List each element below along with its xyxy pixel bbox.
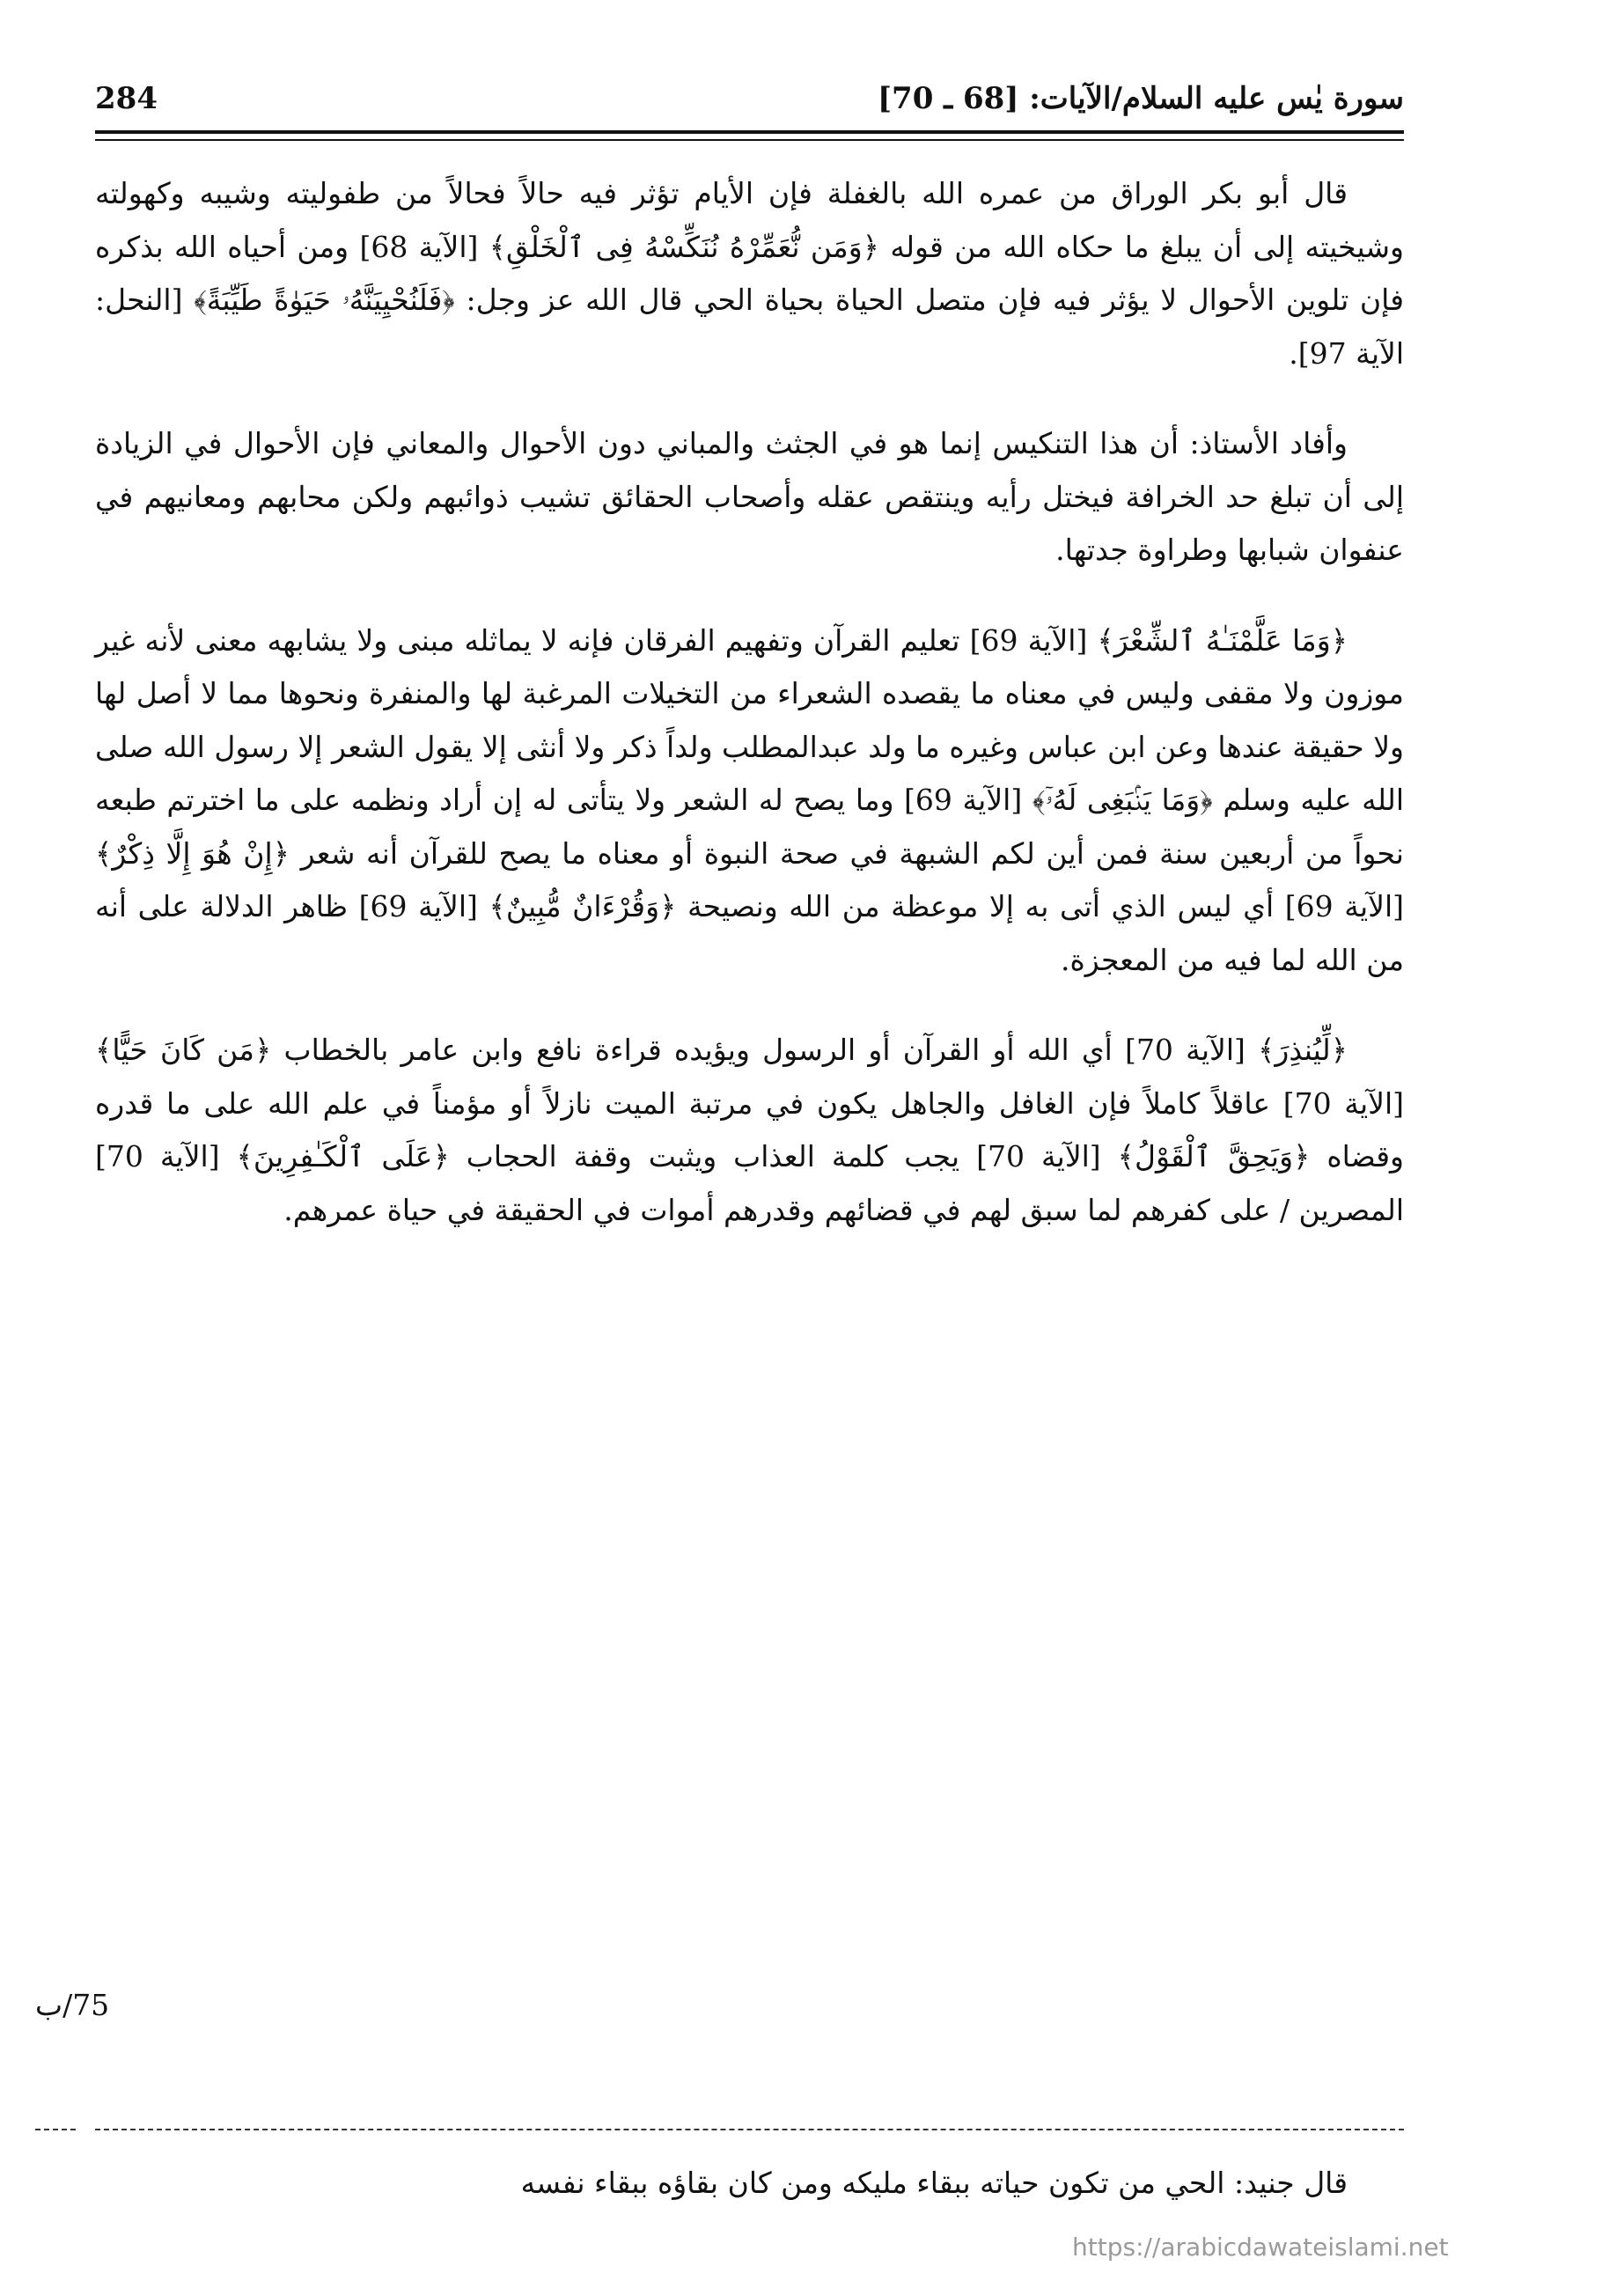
watermark-url: https://arabicdawateislami.net [1072, 2233, 1449, 2262]
header-rule-thin [95, 139, 1404, 141]
paragraph-2 [95, 417, 1404, 578]
page-number: 284 [95, 81, 158, 116]
footnote [95, 2157, 1404, 2210]
paragraph-1-text: قال أبو بكر الوراق من عمره الله بالغفلة فإن الأيام تؤثر فيه حالاً فحالاً من طفوليته وشيبه وكهولته وشيخيته إلى أن يبلغ ما حكاه الله من قوله ﴿وَمَن نُّعَمِّرْهُ نُنَكِّسْهُ فِى ٱلْخَلْقِ﴾ [الآية 68] ومن أحياه الله بذكره فإن تلوين الأحوال لا يؤثر فيه فإن متصل الحياة بحياة الحي قال الله عز وجل: ﴿فَلَنُحْيِيَنَّهُۥ حَيَوٰةً طَيِّبَةً﴾ [النحل: الآية 97]. [95, 176, 1404, 371]
footnote-text: قال جنيد: الحي من تكون حياته ببقاء مليكه ومن كان بقاؤه ببقاء نفسه [520, 2166, 1348, 2200]
main-text [95, 167, 1404, 1237]
paragraph-1 [95, 167, 1404, 380]
manuscript-folio-note: 75/ب [35, 1988, 110, 2022]
paragraph-3 [95, 614, 1404, 988]
header-title: سورة يٰس عليه السلام/الآيات: [68 ـ 70] [877, 81, 1404, 116]
running-header [95, 81, 1404, 125]
paragraph-3-text: ﴿وَمَا عَلَّمْنَـٰهُ ٱلشِّعْرَ﴾ [الآية 69] تعليم القرآن وتفهيم الفرقان فإنه لا يماثله مبنى ولا يشابهه معنى لأنه غير موزون ولا مقفى وليس في معناه ما يقصده الشعراء من التخيلات المرغبة لها والمنفرة ونحوها مما لا أصل لها ولا حقيقة عندها وعن ابن عباس وغيره ما ولد عبدالمطلب ولداً ذكر ولا أنثى إلا يقول الشعر إلا رسول الله صلى الله عليه وسلم ﴿وَمَا يَنۢبَغِى لَهُۥٓ﴾ [الآية 69] وما يصح له الشعر ولا يتأتى له إن أراد ونظمه على ما اخترتم طبعه نحواً من أربعين سنة فمن أين لكم الشبهة في صحة النبوة أو معناه ما يصح للقرآن أنه شعر ﴿إِنْ هُوَ إِلَّا ذِكْرٌ﴾ [الآية 69] أي ليس الذي أتى به إلا موعظة من الله ونصيحة ﴿وَقُرْءَانٌ مُّبِينٌ﴾ [الآية 69] ظاهر الدلالة على أنه من الله لما فيه من المعجزة. [95, 622, 1405, 977]
paragraph-4 [95, 1024, 1404, 1237]
header-rule-thick [95, 130, 1404, 134]
paragraph-4-text: ﴿لِّيُنذِرَ﴾ [الآية 70] أي الله أو القرآن أو الرسول ويؤيده قراءة نافع وابن عامر بالخطاب ﴿مَن كَانَ حَيًّا﴾ [الآية 70] عاقلاً كاملاً فإن الغافل والجاهل يكون في مرتبة الميت نازلاً أو مؤمناً في علم الله على ما قدره وقضاه ﴿وَيَحِقَّ ٱلْقَوْلُ﴾ [الآية 70] يجب كلمة العذاب ويثبت وقفة الحجاب ﴿عَلَى ٱلْكَـٰفِرِينَ﴾ [الآية 70] المصرين / على كفرهم لما سبق لهم في قضائهم وقدرهم أموات في الحقيقة في حياة عمرهم. [95, 1033, 1404, 1227]
footnote-divider-margin [35, 2129, 76, 2130]
paragraph-2-text: وأفاد الأستاذ: أن هذا التنكيس إنما هو في الجثث والمباني دون الأحوال والمعاني فإن الأحوال في الزيادة إلى أن تبلغ حد الخرافة فيختل رأيه وينتقص عقله وأصحاب الحقائق تشيب ذوائبهم ولكن محابهم ومعانيهم في عنفوان شبابها وطراوة جدتها. [95, 426, 1404, 567]
footnote-divider [95, 2129, 1404, 2130]
